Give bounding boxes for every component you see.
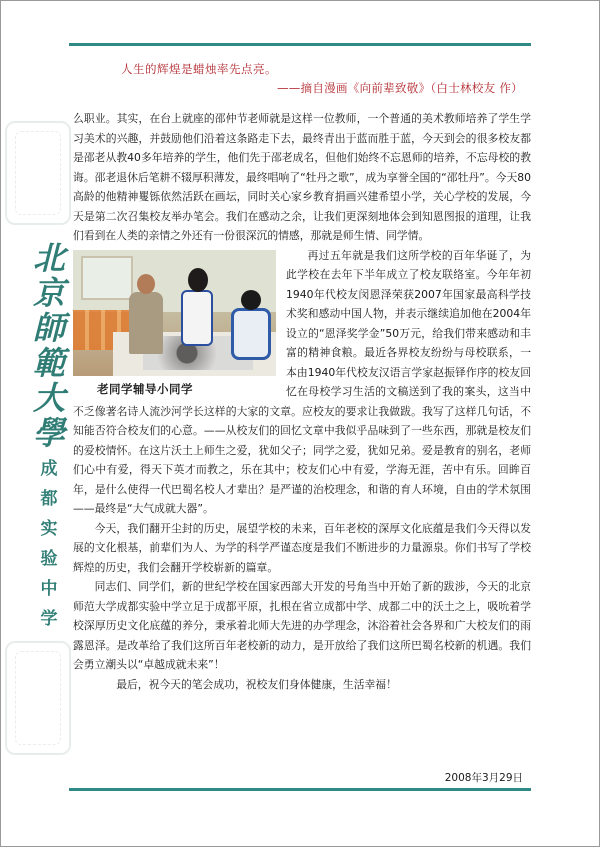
paragraph: 再过五年就是我们这所学校的百年华诞了，为此学校在去年下半年成立了校友联络室。今年年初1940年代校友闵恩泽荣获2007年国家最高科学技术奖和感动中国人物，并表示继续追加他在2004年设立的“恩泽奖学金”50万元，给我们带来感动和丰富的精神食粮。最近各界校友纷纷与母校联系，一本由1940年代校友汉语言学家赵振铎作序的校友回忆在母校学习生活的文稿送到了我的案头，这当中不乏像著名诗人流沙河学长这样的大家的文章。应校友的要求让我做跋。我写了这样几句话，不知能否符合校友们的心意。——从校友们的回忆文章中我似乎品味到了一些东西，那就是校友们的爱校情怀。在这片沃土上师生之爱，犹如父子；同学之爱，犹如兄弟。爱是教育的别名，老师们心中有爱，得天下英才而教之，乐在其中；校友们心中有爱，学海无涯，苦中有乐。回眸百年，是什么使得一代巴蜀名校人才辈出？是严谨的治校理念，和谐的育人环境，自由的学术氛围——最终是“大气成就大器”。 <box>73 248 531 515</box>
paragraph: 最后，祝今天的笔会成功，祝校友们身体健康，生活幸福！ <box>116 677 397 691</box>
bottom-divider <box>69 788 531 791</box>
mentoring-photo <box>73 250 276 376</box>
photo-caption: 老同学辅导小同学 <box>97 381 193 396</box>
seal-watermark-top <box>5 121 71 225</box>
article-body <box>73 109 531 694</box>
paragraph: 么职业。其实，在台上就座的邵仲节老师就是这样一位教师，一个普通的美术教师培养了学生学习美术的兴趣，并鼓励他们沿着这条路走下去，最终青出于蓝而胜于蓝，今天到会的很多校友都是邵老从教40多年培养的学生，他们先于邵老成名，但他们始终不忘恩师的培养，不忘母校的教诲。邵老退休后笔耕不辍厚积薄发，最终唱响了“牡丹之歌”，成为享誉全国的“邵牡丹”。今天80高龄的他精神矍铄依然活跃在画坛，同时关心家乡教育捐画兴建希望小学，关心学校的发展，今天是第二次召集校友举办笔会。我们在感动之余，让我们更深刻地体会到知恩图报的道理，让我们看到在人类的亲情之外还有一份很深沉的情感，那就是师生情、同学情。 <box>73 112 531 242</box>
school-name-char: 師 <box>32 309 65 347</box>
quote-text: 人生的辉煌是蜡烛率先点亮。 <box>121 62 277 76</box>
paragraph: 同志们、同学们，新的世纪学校在国家西部大开发的号角当中开始了新的跋涉，今天的北京师范大学成都实验中学立足于成都平原，扎根在省立成都中学、成都二中的沃土之上，吸吮着学校深厚历史文化底蕴的养分，秉承着北师大先进的办学理念，沐浴着社会各界和广大校友们的雨露恩泽。是改革给了我们这所百年老校新的动力，是开放给了我们这所巴蜀名校新的机遇。我们会勇立潮头以“卓越成就未来”！ <box>73 580 531 671</box>
school-branch-char: 实 <box>40 519 58 539</box>
date: 2008年3月29日 <box>444 772 523 784</box>
photo-block <box>73 250 276 396</box>
school-branch-char: 验 <box>40 549 58 569</box>
school-branch-char: 成 <box>40 459 58 479</box>
school-branch-char: 都 <box>40 489 58 509</box>
school-name-vertical <box>29 241 69 631</box>
school-name-char: 大 <box>32 379 65 417</box>
seal-watermark-bottom <box>5 641 71 755</box>
school-name-char: 範 <box>32 344 65 382</box>
top-divider <box>69 43 531 46</box>
school-branch-char: 学 <box>40 609 58 629</box>
school-name-char: 北 <box>32 239 65 277</box>
school-name-char: 學 <box>32 414 65 452</box>
paragraph: 今天，我们翻开尘封的历史，展望学校的未来，百年老校的深厚文化底蕴是我们今天得以发展的文化根基，前辈们为人、为学的科学严谨态度是我们不断进步的力量源泉。你们书写了学校辉煌的历史，我们会翻开学校崭新的篇章。 <box>73 521 531 574</box>
quote-attribution: ——摘自漫画《向前辈致敬》（白士林校友 作） <box>276 81 523 95</box>
school-branch-char: 中 <box>40 579 58 599</box>
school-name-char: 京 <box>32 274 65 312</box>
